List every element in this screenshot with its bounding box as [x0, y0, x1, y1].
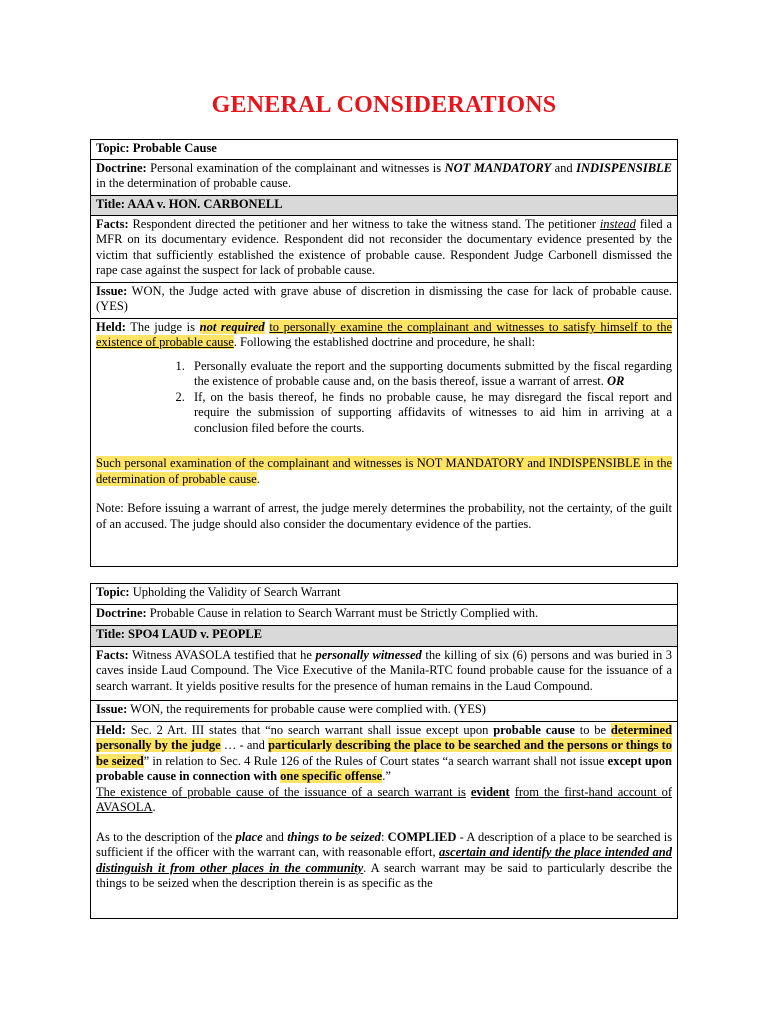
topic-text: Probable Cause [132, 141, 217, 155]
case-title-row [91, 625, 678, 646]
held-or: OR [607, 374, 625, 389]
case-title: Title: SPO4 LAUD v. PEOPLE [96, 626, 263, 641]
case-title: Title: AAA v. HON. CARBONELL [96, 196, 283, 211]
held-bold: probable cause [493, 722, 575, 737]
held-bold: except upon probable cause in connection with [96, 753, 672, 784]
doctrine-text: in the determination of probable cause. [96, 176, 292, 191]
held-highlight: one specific offense [280, 769, 383, 784]
issue-row [91, 700, 678, 721]
doctrine-text: and [554, 160, 573, 175]
facts-label: Facts: [96, 647, 129, 662]
issue-row [91, 282, 678, 318]
doctrine-row [91, 604, 678, 625]
facts-label: Facts: [96, 216, 129, 231]
held-highlight: determined personally by the judge [96, 722, 672, 753]
doctrine-text: Personal examination of the complainant and witnesses is [150, 160, 442, 175]
held-emphasis: things to be seized [287, 829, 381, 844]
held-emphasis: not required [199, 319, 265, 334]
topic-label: Topic: [96, 585, 130, 599]
list-item: 2. If, on the basis thereof, he finds no probable cause, he may disregard the fiscal report and require the submission of supporting affidavits of witnesses to aid him in arriving at a conclusion filed before the courts. [188, 390, 672, 437]
topic-row [91, 584, 678, 605]
held-bold: COMPLIED [387, 829, 457, 844]
doctrine-label: Doctrine: [96, 160, 147, 175]
held-note: Note: Before issuing a warrant of arrest, the judge merely determines the probability, not the certainty, of the guilt of an accused. The judge should also consider the documentary evidence of the parties. [96, 501, 672, 531]
facts-emphasis: instead [599, 216, 636, 231]
page-title: GENERAL CONSIDERATIONS [211, 92, 557, 118]
case-table-spo4-laud-v-people [90, 583, 678, 919]
issue-label: Issue: [96, 283, 128, 298]
held-content: Held: Sec. 2 Art. III states that “no search warrant shall issue except upon probable cause to be determined personally by the judge … - and particularly describing the place to be searched and the persons or things to be seized” in relation to Sec. 4 Rule 126 of the Rules of Court states “a search warrant shall not issue except upon probable cause in connection with one specific offense.” The existence of probable cause of the issuance of a search warrant is evident from the first-hand account of AVASOLA. As to the description of the place and things to be seized: COMPLIED - A description of a place to be searched is sufficient if the officer with the warrant can, with reasonable effort, ascertain and identify the place intended and distinguish it from other places in the community. A search warrant may be said to particularly describe the things to be seized when the description therein is as specific as the [96, 722, 672, 891]
held-row [91, 318, 678, 566]
held-bold: evident [470, 784, 510, 799]
issue-text: WON, the requirements for probable cause were complied with. (YES) [130, 701, 486, 716]
held-row [91, 721, 678, 918]
held-conclusion-highlight: Such personal examination of the complainant and witnesses is NOT MANDATORY and INDISPENSIBLE in the determination of probable cause [96, 456, 672, 486]
facts-text: Witness AVASOLA testified that he [131, 647, 312, 662]
held-underline: The existence of probable cause of the issuance of a search warrant is [96, 784, 466, 799]
held-procedure-list [96, 359, 672, 437]
case-table-aaa-v-carbonell [90, 139, 678, 567]
facts-text: filed a MFR on its documentary evidence. Respondent did not reconsider the documentary evidence presented by the victim that sufficiently established the existence of probable cause. Respondent Judge Carbonell dismissed the rape case against the suspect for lack of probable cause. [96, 216, 673, 278]
doctrine-emphasis: NOT MANDATORY [444, 160, 552, 175]
held-text: The judge is [130, 319, 196, 334]
held-text: . Following the established doctrine and procedure, he shall: [233, 335, 536, 350]
held-content [96, 320, 672, 559]
held-description-paragraph: As to the description of the place and things to be seized: COMPLIED - A description of a place to be searched is sufficient if the officer with the warrant can, with reasonable effort, ascertain and identify the place intended and distinguish it from other places in the community. A search warrant may be said to particularly describe the things to be seized when the description therein is as specific as the [96, 829, 672, 891]
issue-label: Issue: [96, 701, 128, 716]
doctrine-label: Doctrine: [96, 605, 147, 620]
case-title-row [91, 195, 678, 215]
held-highlight: particularly describing the place to be searched and the persons or things to be seized [96, 738, 672, 768]
issue-text: WON, the Judge acted with grave abuse of discretion in dismissing the case for lack of probable cause. (YES) [96, 283, 672, 314]
held-label: Held: [96, 722, 126, 737]
held-underline: from the first-hand account of AVASOLA [96, 784, 672, 815]
facts-emphasis: personally witnessed [315, 647, 422, 662]
topic-row [91, 140, 678, 160]
held-label: Held: [96, 319, 126, 334]
held-highlight: to personally examine the complainant and witnesses to satisfy himself to the existence of probable cause [96, 319, 672, 350]
held-conclusion: Such personal examination of the complainant and witnesses is NOT MANDATORY and INDISPENSIBLE in the determination of probable cause. [96, 456, 672, 486]
facts-row [91, 215, 678, 282]
list-item: 1. Personally evaluate the report and the supporting documents submitted by the fiscal regarding the existence of probable cause and, on the basis thereof, issue a warrant of arrest. OR [188, 359, 672, 390]
facts-row [91, 646, 678, 700]
facts-text: Respondent directed the petitioner and her witness to take the witness stand. The petitioner [132, 216, 596, 231]
held-emphasis: ascertain and identify the place intended and distinguish it from other places in the community [96, 845, 672, 875]
doctrine-text: Probable Cause in relation to Search Warrant must be Strictly Complied with. [149, 605, 539, 620]
held-emphasis: place [235, 829, 263, 844]
topic-label: Topic: [96, 141, 130, 155]
facts-text: the killing of six (6) persons and was buried in 3 caves inside Laud Compound. The Vice Executive of the Manila-RTC found probable cause for the issuance of a search warrant. It yields positive results for the presence of human remains in the Laud Compound. [96, 647, 673, 693]
doctrine-row [91, 159, 678, 195]
doctrine-emphasis: INDISPENSIBLE [576, 160, 673, 175]
topic-text: Upholding the Validity of Search Warrant [132, 585, 341, 599]
